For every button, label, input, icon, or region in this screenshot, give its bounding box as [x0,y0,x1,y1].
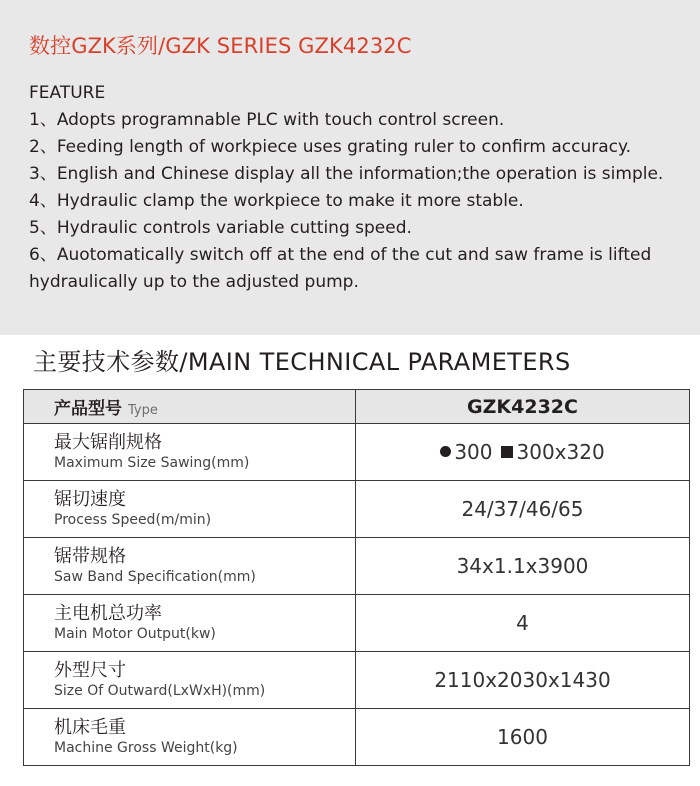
row-label [24,595,356,652]
row-label-en: Machine Gross Weight(kg) [54,740,238,756]
row-value: 34x1.1x3900 [356,538,690,595]
row-label-cn: 机床毛重 [54,717,126,738]
row-label [24,424,356,481]
feature-list [29,80,695,296]
feature-heading: FEATURE [29,83,106,103]
row-label [24,709,356,766]
table-row [24,538,690,595]
table-header-row [24,390,690,424]
feature-item: 5、Hydraulic controls variable cutting speed. [29,218,412,238]
row-value: 1600 [356,709,690,766]
type-label-en: Type [128,403,158,418]
feature-panel [0,0,700,335]
table-row [24,709,690,766]
row-label-cn: 主电机总功率 [54,603,162,624]
feature-item: 1、Adopts programnable PLC with touch control screen. [29,110,505,130]
type-label-cell [24,390,356,424]
row-label-en: Saw Band Specification(mm) [54,569,256,585]
square-capacity-value: 300x320 [516,440,605,464]
row-label-cn: 锯带规格 [54,546,126,567]
round-bar-icon [440,446,451,457]
row-label-en: Main Motor Output(kw) [54,626,216,642]
table-row [24,652,690,709]
row-label [24,652,356,709]
row-label [24,481,356,538]
type-label-cn: 产品型号 [54,399,122,419]
row-value [356,424,690,481]
feature-item: 3、English and Chinese display all the information;the operation is simple. [29,164,664,184]
table-row [24,424,690,481]
round-capacity-value: 300 [454,440,493,464]
row-label [24,538,356,595]
row-value: 2110x2030x1430 [356,652,690,709]
params-title: 主要技术参数/MAIN TECHNICAL PARAMETERS [33,348,571,376]
spec-table [23,389,690,766]
square-bar-icon [501,446,513,458]
model-value: GZK4232C [356,390,690,424]
feature-item: 2、Feeding length of workpiece uses grating ruler to confirm accuracy. [29,137,632,157]
feature-item: 4、Hydraulic clamp the workpiece to make it more stable. [29,191,524,211]
row-value: 4 [356,595,690,652]
feature-item: 6、Auotomatically switch off at the end of the cut and saw frame is lifted hydraulically up to the adjusted pump. [29,245,652,292]
row-label-en: Process Speed(m/min) [54,512,212,528]
row-label-cn: 锯切速度 [54,489,126,510]
table-row [24,595,690,652]
row-label-en: Size Of Outward(LxWxH)(mm) [54,683,266,699]
row-label-cn: 最大锯削规格 [54,432,162,453]
row-value: 24/37/46/65 [356,481,690,538]
row-label-cn: 外型尺寸 [54,660,126,681]
series-title: 数控GZK系列/GZK SERIES GZK4232C [29,34,412,58]
table-row [24,481,690,538]
row-label-en: Maximum Size Sawing(mm) [54,455,250,471]
